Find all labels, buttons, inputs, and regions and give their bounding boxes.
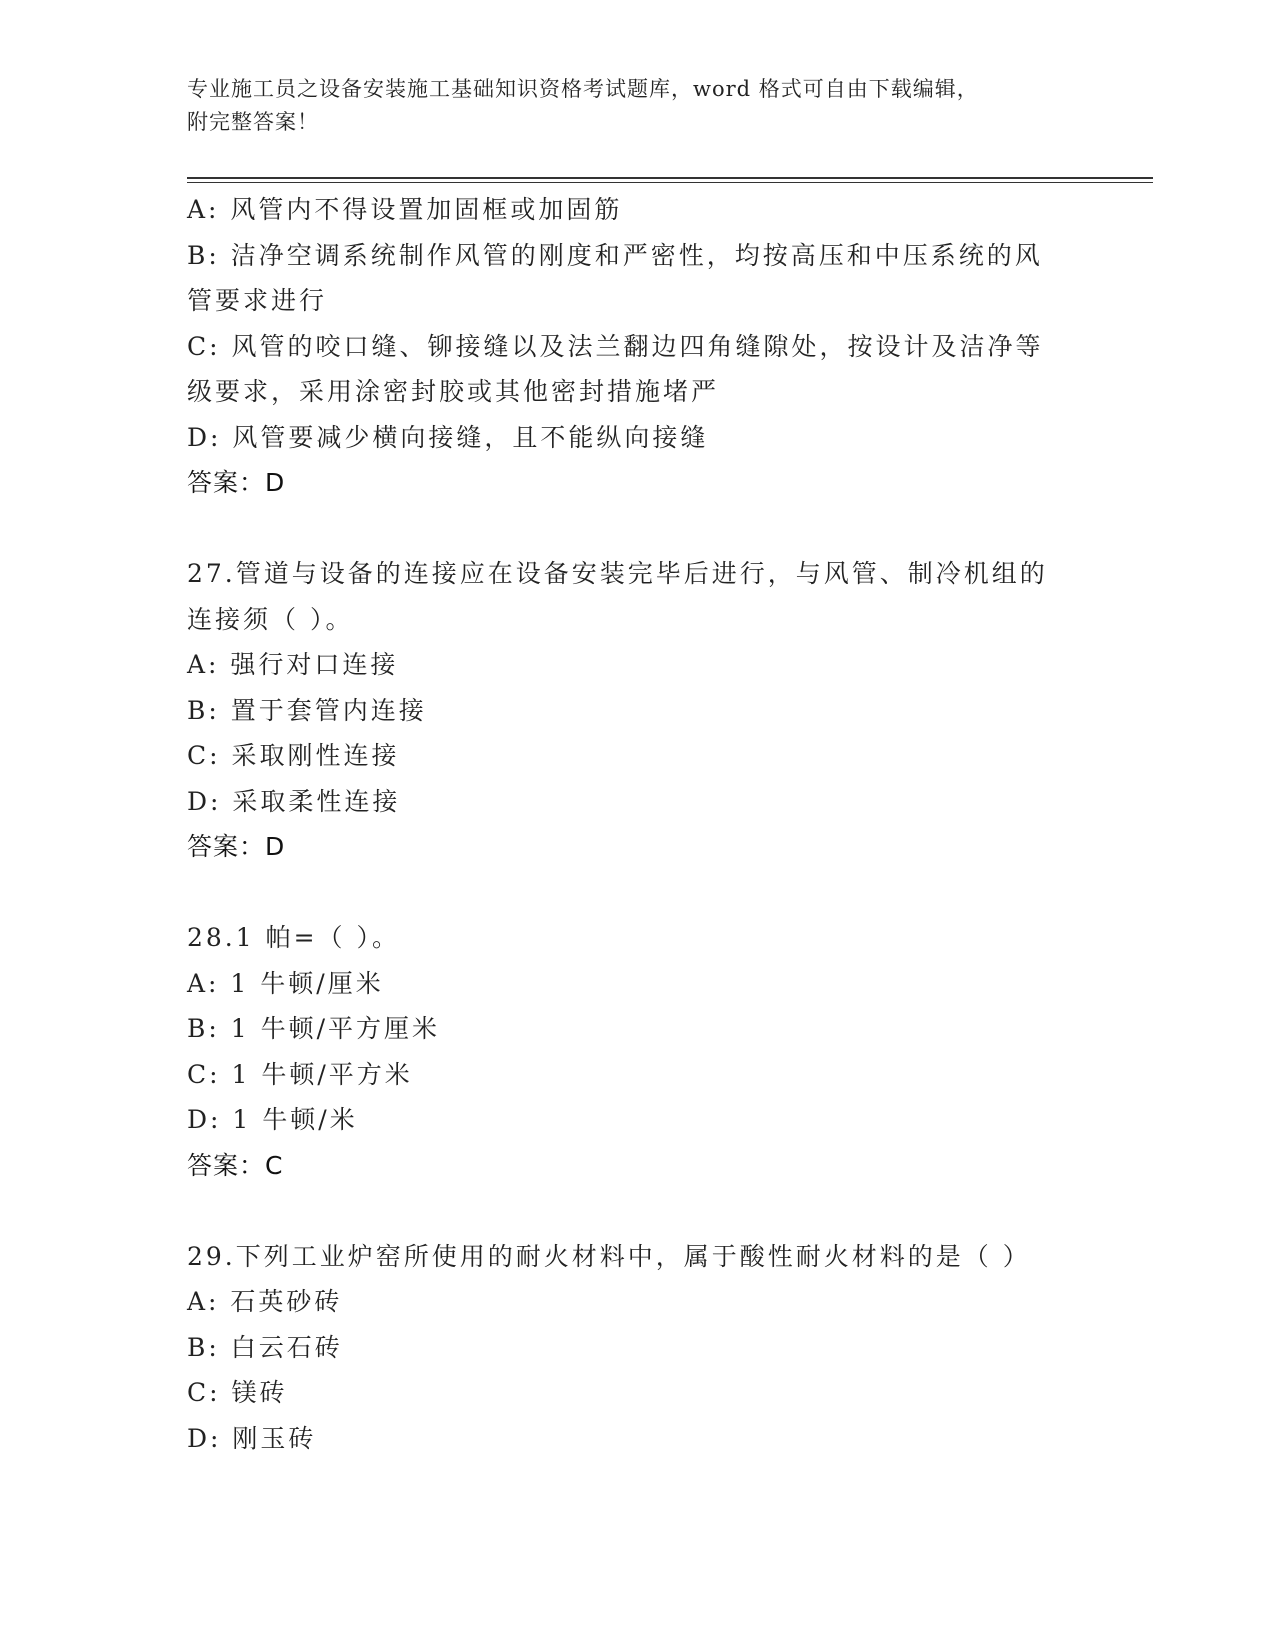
answer-text: 答案：D: [187, 468, 286, 497]
option-b-line-2: 管要求进行: [187, 286, 328, 315]
option-c: C: 采取刚性连接: [187, 741, 400, 770]
header-title-line-2: 附完整答案！: [187, 110, 319, 134]
question-list: [187, 187, 1087, 1461]
option-b-line-1: B: 洁净空调系统制作风管的刚度和严密性，均按高压和中压系统的风: [187, 240, 1043, 270]
answer-text: 答案：C: [187, 1150, 284, 1180]
spacer: [187, 870, 1087, 916]
question-stem-line-2: 连接须（ ）。: [187, 604, 354, 634]
question-stem-line-1: 27.管道与设备的连接应在设备安装完毕后进行，与风管、制冷机组的: [187, 559, 1048, 588]
option-a: A: 1 牛顿/厘米: [187, 968, 384, 998]
option-d: D: 采取柔性连接: [187, 786, 401, 816]
header-divider-thin: [187, 182, 1153, 183]
option-a: A: 强行对口连接: [187, 650, 399, 679]
option-d: D: 风管要减少横向接缝，且不能纵向接缝: [187, 422, 709, 452]
option-c: C: 1 牛顿/平方米: [187, 1059, 413, 1089]
option-c-line-1: C: 风管的咬口缝、铆接缝以及法兰翻边四角缝隙处，按设计及洁净等: [187, 331, 1044, 361]
option-a: A: 石英砂砖: [187, 1287, 343, 1316]
question-stem: 28.1 帕=（ ）。: [187, 923, 401, 952]
question-block-29: [187, 1234, 1087, 1462]
option-b: B: 置于套管内连接: [187, 695, 427, 725]
option-c: C: 镁砖: [187, 1378, 288, 1407]
spacer: [187, 1188, 1087, 1234]
header-title-line-1: 专业施工员之设备安装施工基础知识资格考试题库，word 格式可自由下载编辑，: [187, 77, 979, 101]
option-b: B: 1 牛顿/平方厘米: [187, 1014, 441, 1043]
answer-text: 答案：D: [187, 832, 286, 861]
question-block-27: [187, 551, 1087, 870]
header-divider-thick: [187, 177, 1153, 179]
spacer: [187, 506, 1087, 552]
option-b: B: 白云石砖: [187, 1332, 343, 1362]
question-stem: 29.下列工业炉窑所使用的耐火材料中，属于酸性耐火材料的是（ ）: [187, 1241, 1031, 1271]
option-d: D: 1 牛顿/米: [187, 1105, 358, 1134]
option-d: D: 刚玉砖: [187, 1423, 317, 1453]
question-block-26: [187, 187, 1087, 506]
question-block-28: [187, 915, 1087, 1188]
option-c-line-2: 级要求，采用涂密封胶或其他密封措施堵严: [187, 377, 720, 406]
option-a: A: 风管内不得设置加固框或加固筋: [187, 195, 623, 224]
document-header: [187, 73, 1087, 139]
